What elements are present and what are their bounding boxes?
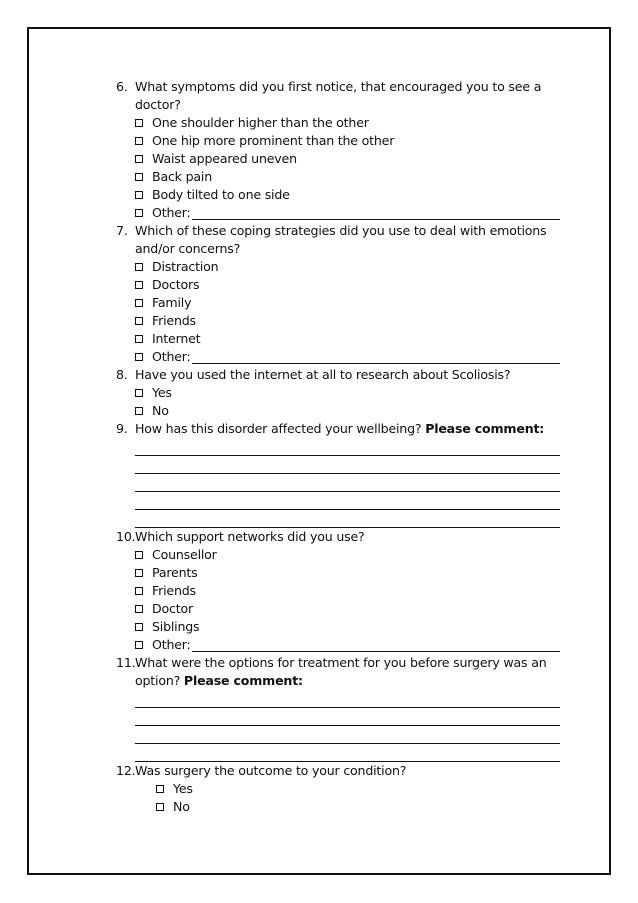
checkbox-icon[interactable] [135, 407, 143, 415]
option-label: No [173, 799, 190, 814]
question-text-continued: and/or concerns? [135, 241, 241, 256]
checkbox-icon[interactable] [135, 551, 143, 559]
option-label: Siblings [152, 619, 200, 634]
option-label: Counsellor [152, 547, 217, 562]
checkbox-icon[interactable] [135, 641, 143, 649]
question-9 [116, 420, 566, 528]
checkbox-icon[interactable] [135, 263, 143, 271]
option-checkbox[interactable] [116, 150, 566, 168]
checkbox-icon[interactable] [135, 389, 143, 397]
option-label: Yes [173, 781, 193, 796]
option-label: Friends [152, 583, 196, 598]
option-label: Other: [152, 637, 191, 652]
question-number: 10. [116, 529, 136, 544]
question-text-continued: option? [135, 673, 181, 688]
option-checkbox[interactable] [116, 618, 566, 636]
checkbox-icon[interactable] [135, 209, 143, 217]
question-text-continued: doctor? [135, 97, 181, 112]
question-number: 7. [116, 223, 128, 238]
option-label: Back pain [152, 169, 212, 184]
option-checkbox[interactable] [116, 276, 566, 294]
checkbox-icon[interactable] [135, 569, 143, 577]
comment-prompt: Please comment: [183, 673, 303, 688]
question-number: 12. [116, 763, 136, 778]
option-label: Doctor [152, 601, 193, 616]
question-number: 11. [116, 655, 136, 670]
option-label: Waist appeared uneven [152, 151, 297, 166]
answer-line[interactable] [135, 726, 560, 744]
option-label: Parents [152, 565, 198, 580]
answer-line[interactable] [135, 456, 560, 474]
option-checkbox[interactable] [116, 384, 566, 402]
checkbox-icon[interactable] [135, 191, 143, 199]
option-label: Doctors [152, 277, 200, 292]
option-checkbox[interactable] [116, 294, 566, 312]
answer-line[interactable] [135, 708, 560, 726]
checkbox-icon[interactable] [135, 299, 143, 307]
option-checkbox[interactable] [116, 564, 566, 582]
question-text: What were the options for treatment for you before surgery was an [135, 655, 547, 670]
option-label: Body tilted to one side [152, 187, 290, 202]
question-number: 9. [116, 421, 128, 436]
option-checkbox[interactable] [116, 780, 566, 798]
question-11 [116, 654, 566, 762]
option-label: Other: [152, 349, 191, 364]
option-checkbox[interactable] [116, 330, 566, 348]
question-text: Which support networks did you use? [135, 529, 365, 544]
question-number: 8. [116, 367, 128, 382]
question-text: Have you used the internet at all to research about Scoliosis? [135, 367, 511, 382]
option-label: Friends [152, 313, 196, 328]
question-6 [116, 78, 566, 222]
question-text: What symptoms did you first notice, that encouraged you to see a [135, 79, 542, 94]
option-label: One hip more prominent than the other [152, 133, 395, 148]
answer-line[interactable] [135, 510, 560, 528]
other-text-line[interactable] [192, 351, 560, 364]
answer-line[interactable] [135, 492, 560, 510]
question-8 [116, 366, 566, 420]
checkbox-icon[interactable] [156, 785, 164, 793]
checkbox-icon[interactable] [135, 173, 143, 181]
option-checkbox[interactable] [116, 168, 566, 186]
option-checkbox[interactable] [116, 258, 566, 276]
answer-line[interactable] [135, 438, 560, 456]
checkbox-icon[interactable] [135, 317, 143, 325]
option-label: Distraction [152, 259, 219, 274]
option-checkbox[interactable] [116, 114, 566, 132]
option-checkbox[interactable] [116, 546, 566, 564]
option-other[interactable] [116, 348, 566, 366]
question-number: 6. [116, 79, 128, 94]
option-checkbox[interactable] [116, 582, 566, 600]
option-checkbox[interactable] [116, 132, 566, 150]
option-checkbox[interactable] [116, 402, 566, 420]
comment-prompt: Please comment: [425, 421, 545, 436]
checkbox-icon[interactable] [135, 605, 143, 613]
option-label: No [152, 403, 169, 418]
option-checkbox[interactable] [116, 312, 566, 330]
answer-line[interactable] [135, 474, 560, 492]
checkbox-icon[interactable] [135, 155, 143, 163]
answer-line[interactable] [135, 690, 560, 708]
other-text-line[interactable] [192, 207, 560, 220]
option-other[interactable] [116, 204, 566, 222]
option-label: Family [152, 295, 192, 310]
question-text: Which of these coping strategies did you use to deal with emotions [135, 223, 547, 238]
option-other[interactable] [116, 636, 566, 654]
question-10 [116, 528, 566, 654]
question-7 [116, 222, 566, 366]
option-checkbox[interactable] [116, 798, 566, 816]
checkbox-icon[interactable] [135, 353, 143, 361]
question-12 [116, 762, 566, 816]
checkbox-icon[interactable] [135, 119, 143, 127]
question-text: How has this disorder affected your wellbeing? [135, 421, 422, 436]
checkbox-icon[interactable] [135, 137, 143, 145]
option-label: Other: [152, 205, 191, 220]
checkbox-icon[interactable] [156, 803, 164, 811]
other-text-line[interactable] [192, 639, 560, 652]
option-checkbox[interactable] [116, 186, 566, 204]
checkbox-icon[interactable] [135, 587, 143, 595]
questionnaire [116, 78, 566, 816]
answer-line[interactable] [135, 744, 560, 762]
checkbox-icon[interactable] [135, 281, 143, 289]
question-text: Was surgery the outcome to your condition? [135, 763, 407, 778]
checkbox-icon[interactable] [135, 335, 143, 343]
option-label: One shoulder higher than the other [152, 115, 369, 130]
option-label: Yes [152, 385, 172, 400]
checkbox-icon[interactable] [135, 623, 143, 631]
option-label: Internet [152, 331, 201, 346]
option-checkbox[interactable] [116, 600, 566, 618]
